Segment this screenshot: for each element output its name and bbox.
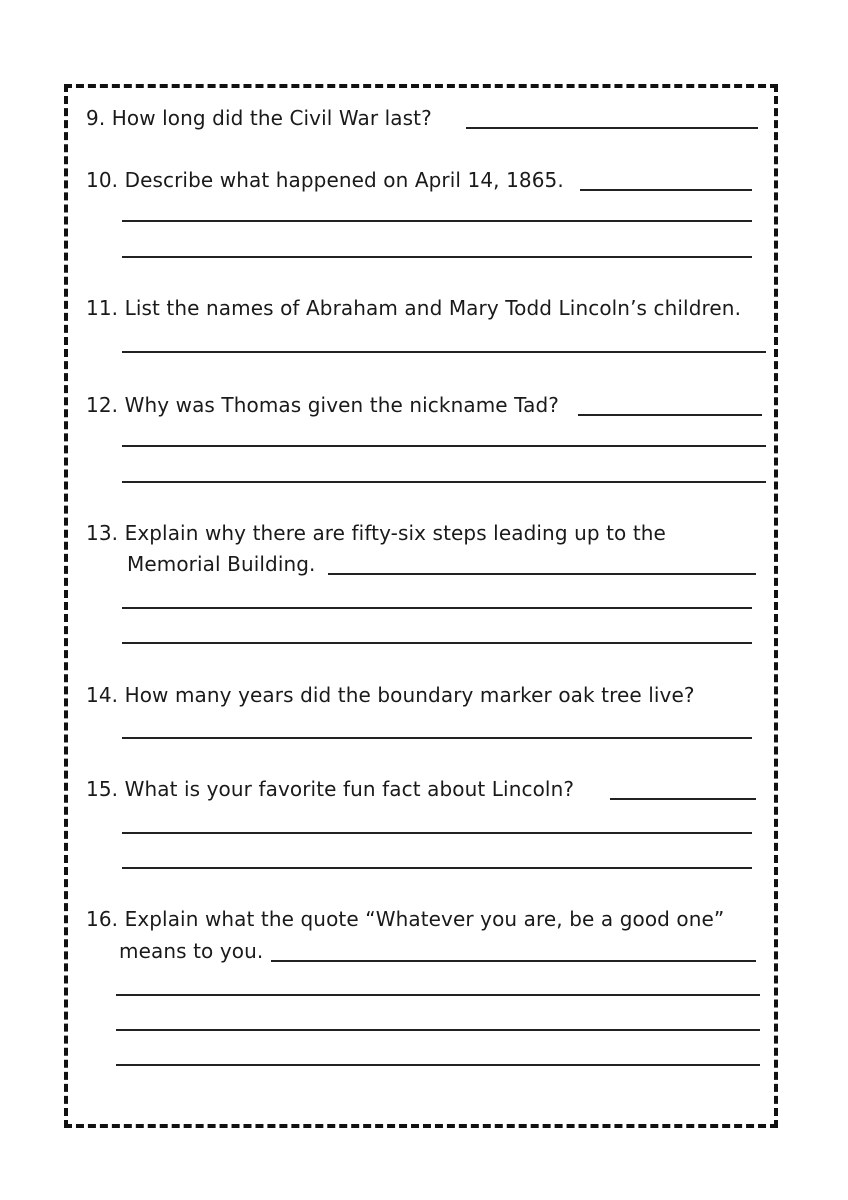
answer-line[interactable] <box>122 220 752 222</box>
question-text: Describe what happened on April 14, 1865. <box>124 168 564 192</box>
answer-line[interactable] <box>610 798 756 800</box>
answer-line[interactable] <box>122 256 752 258</box>
question-text: Explain what the quote “Whatever you are, be a good one” <box>124 907 725 931</box>
answer-line[interactable] <box>122 607 752 609</box>
question-number: 9. <box>86 106 106 130</box>
question-10 <box>86 168 564 192</box>
question-13 <box>86 521 666 545</box>
answer-line[interactable] <box>122 832 752 834</box>
answer-line[interactable] <box>271 960 756 962</box>
question-14 <box>86 683 695 707</box>
answer-line[interactable] <box>122 867 752 869</box>
answer-line[interactable] <box>122 737 752 739</box>
question-text: How many years did the boundary marker oak tree live? <box>124 683 695 707</box>
answer-line[interactable] <box>122 481 766 483</box>
answer-line[interactable] <box>116 1064 760 1066</box>
question-13-continued <box>127 552 316 576</box>
question-15 <box>86 777 574 801</box>
question-number: 11. <box>86 296 119 320</box>
question-text: How long did the Civil War last? <box>111 106 432 130</box>
answer-line[interactable] <box>328 573 756 575</box>
answer-line[interactable] <box>466 127 758 129</box>
question-number: 13. <box>86 521 119 545</box>
question-number: 16. <box>86 907 119 931</box>
answer-line[interactable] <box>122 445 766 447</box>
question-text: Why was Thomas given the nickname Tad? <box>124 393 560 417</box>
question-text: What is your favorite fun fact about Lincoln? <box>124 777 575 801</box>
answer-line[interactable] <box>116 1029 760 1031</box>
question-number: 15. <box>86 777 119 801</box>
worksheet-border <box>64 84 778 1128</box>
question-text: List the names of Abraham and Mary Todd Lincoln’s children. <box>124 296 742 320</box>
question-text: Explain why there are fifty-six steps leading up to the <box>124 521 666 545</box>
question-11 <box>86 296 741 320</box>
answer-line[interactable] <box>116 994 760 996</box>
question-9 <box>86 106 432 130</box>
question-16-continued <box>119 939 263 963</box>
answer-line[interactable] <box>578 414 762 416</box>
answer-line[interactable] <box>122 642 752 644</box>
question-16 <box>86 907 724 931</box>
question-number: 10. <box>86 168 119 192</box>
question-number: 14. <box>86 683 119 707</box>
question-text: Memorial Building. <box>127 552 316 576</box>
question-number: 12. <box>86 393 119 417</box>
question-12 <box>86 393 559 417</box>
answer-line[interactable] <box>122 351 766 353</box>
question-text: means to you. <box>119 939 264 963</box>
answer-line[interactable] <box>580 189 752 191</box>
